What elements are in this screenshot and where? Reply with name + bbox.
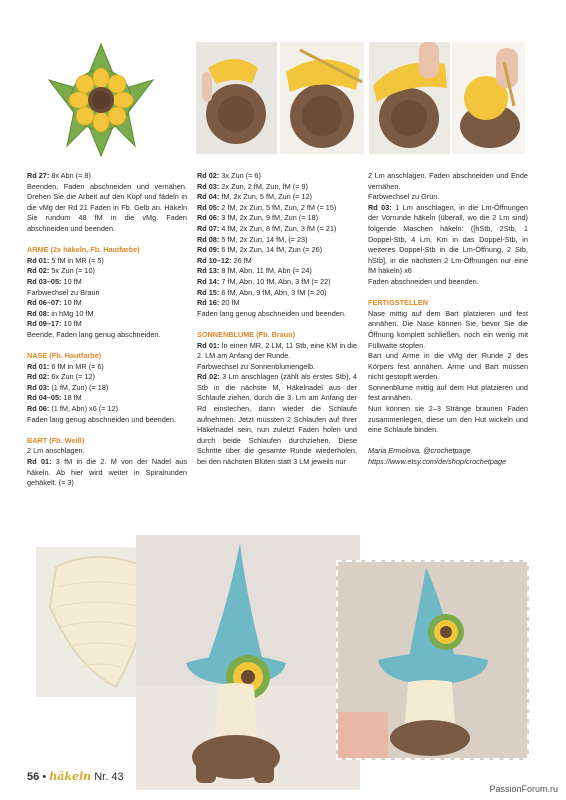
step-photo-1 [196, 42, 277, 154]
row: Rd 01: 5 fM in MR (= 5) [27, 255, 104, 265]
row: Rd 16: 20 fM [197, 298, 240, 308]
gnome-photo-side [336, 560, 529, 760]
step-photo-3 [369, 42, 450, 154]
row: Rd 06–07: 10 fM [27, 298, 82, 308]
row: Rd 04–05: 18 fM [27, 393, 82, 403]
row: Farbwechsel zu Braun [27, 287, 100, 297]
paragraph: Beenden, Faden abschneiden und vernähen. Drehen Sie die Arbeit auf den Kopf und fädeln in die vMg der Rd 21 Faden in Fb. Gelb an. Häkeln Sie rundum 48 fM in die vMg. Faden abschneiden und beenden. [27, 181, 187, 233]
row: Rd 02: 3 Lm anschlagen (zählt als erstes Stb), 4 Stb in die nächste M, Häkelnadel aus der Schlaufe ziehen, durch die 3. Lm am Anfang der Rd einstechen, dann wieder die Schlaufe aufnehmen. Jetzt müssten 2 Schlaufen auf Ihrer Häkelnadel sein, nun zuletzt Faden holen und durch beide Schlaufen durchziehen. Diese Schritte über die gesamte Runde wiederholen, bei den nächsten Blüten statt 3 LM jeweils nur [197, 372, 357, 467]
step-photo-2 [280, 42, 364, 154]
row: Rd 13: 8 fM, Abn, 11 fM, Abn (= 24) [197, 266, 312, 276]
row: Rd 02: 6x Zun (= 12) [27, 372, 95, 382]
paragraph: Faden lang genug abschneiden und beenden. [197, 308, 346, 318]
row: Rd 14: 7 fM, Abn, 10 fM, Abn, 3 fM (= 22) [197, 276, 331, 286]
row: Rd 03–05: 10 fM [27, 276, 82, 286]
credit-link[interactable]: https://www.etsy.com/de/shop/crochetpage [368, 457, 507, 467]
paragraph: Nun können sie 2–3 Stränge braunen Faden zusammenlegen, diese um den Hut wickeln und eine Schlaufe binden. [368, 404, 528, 435]
row: Farbwechsel zu Sonnenblumengelb. [197, 361, 316, 371]
row: Rd 05: 2 fM, 2x Zun, 5 fM, Zun, 2 fM (= 15) [197, 202, 337, 212]
gnome-photo-main [136, 535, 360, 790]
section-heading-arme: ARME (2x häkeln, Fb. Hautfarbe) [27, 245, 140, 255]
paragraph: Sonnenblume mittig auf dem Hut platzieren und fest annähen. [368, 382, 528, 403]
row: Rd 01: 3 fM in die 2. M von der Nadel aus häkeln. Ab hier wird weiter in Spiralrunden gehäkelt. (= 3) [27, 457, 187, 488]
row: Rd 09–17: 10 fM [27, 319, 82, 329]
paragraph: Faden abschneiden und beenden. [368, 276, 479, 286]
step-photo-4 [452, 42, 525, 154]
row: Rd 09: 6 fM, 2x Zun, 14 fM, Zun (= 26) [197, 245, 323, 255]
row: Faden lang genug abschneiden und beenden. [27, 414, 176, 424]
row: Rd 08: in hMg 10 fM [27, 308, 94, 318]
paragraph: Farbwechsel zu Grün. [368, 192, 440, 202]
row: Rd 03: 2x Zun, 2 fM, Zun, fM (= 9) [197, 181, 308, 191]
paragraph: 2 Lm anschlagen. Faden abschneiden und Ende vernähen. [368, 171, 528, 191]
row: Rd 03: (1 fM, Zun) (= 18) [27, 382, 109, 392]
paragraph: Nase mittig auf dem Bart platzieren und fest annähen. Die Nase können Sie, bevor Sie die Öffnung komplett schließen, noch ein wenig mit Füllwatte stopfen. [368, 308, 528, 350]
sunflower-illustration [47, 42, 155, 157]
row: Rd 02: 3x Zun (= 6) [197, 171, 261, 180]
sunflower-photo [47, 42, 155, 157]
credit-author: Maria Ermolova, @crochetpage [368, 446, 471, 456]
row: Rd 04: fM, 2x Zun, 5 fM, Zun (= 12) [197, 192, 312, 202]
row-rd27: Rd 27: 8x Abn (= 8) [27, 171, 91, 180]
paragraph: Rd 03: 1 Lm anschlagen, in die Lm-Öffnungen der Vorrunde häkeln (überall, wo die 2 Lm sind) folgende Maschen häkeln: ([hStb, 2Stb, 1 Doppel-Stb, 4 Lm, Km in das Doppel-Stb, in weiteres Doppel-Stb in die Lm-Öffnung, 2 Stb, hStb], in die nächsten 2 Lm-Öffnungen nur eine fM häkeln) x6 [368, 202, 528, 276]
magazine-brand: häkeln [49, 770, 92, 783]
paragraph: Bart und Arme in die vMg der Runde 2 des Körpers fest annähen. Arme und Bart müssen nicht gestopft werden. [368, 351, 528, 382]
row: Rd 02: 5x Zun (= 10) [27, 266, 95, 276]
section-heading-bart: BART (Fb. Weiß) [27, 435, 85, 445]
text-column-1 [27, 171, 187, 489]
separator-dot: • [42, 771, 47, 783]
row: Rd 15: 6 fM, Abn, 9 fM, Abn, 3 fM (= 20) [197, 287, 327, 297]
row: Rd 06: (1 fM, Abn) x6 (= 12) [27, 404, 119, 414]
row: Rd 07: 4 fM, 2x Zun, 8 fM, Zun, 3 fM (= 21) [197, 223, 337, 233]
row: Rd 08: 5 fM, 2x Zun, 14 fM, (= 23) [197, 234, 308, 244]
row: Rd 01: 6 fM in MR (= 6) [27, 361, 104, 371]
text-column-2 [197, 171, 357, 468]
issue-number: Nr. 43 [94, 771, 124, 783]
row: Rd 06: 3 fM, 2x Zun, 9 fM, Zun (= 18) [197, 213, 319, 223]
text-column-3 [368, 171, 528, 468]
page-number: 56 [27, 771, 40, 783]
row: Rd 01: In einen MR, 2 LM, 11 Stb, eine KM in die 2. LM am Anfang der Runde. [197, 340, 357, 361]
section-heading-fertigstellen: FERTIGSTELLEN [368, 298, 428, 308]
section-heading-sonnenblume: SONNENBLUME (Fb. Braun) [197, 329, 296, 339]
section-heading-nase: NASE (Fb. Hautfarbe) [27, 351, 102, 361]
row: 2 Lm anschlagen. [27, 446, 85, 456]
page-footer [27, 770, 124, 783]
row: Rd 10–12: 26 fM [197, 255, 252, 265]
row: Beende, Faden lang genug abschneiden. [27, 329, 161, 339]
watermark: PassionForum.ru [489, 784, 558, 794]
